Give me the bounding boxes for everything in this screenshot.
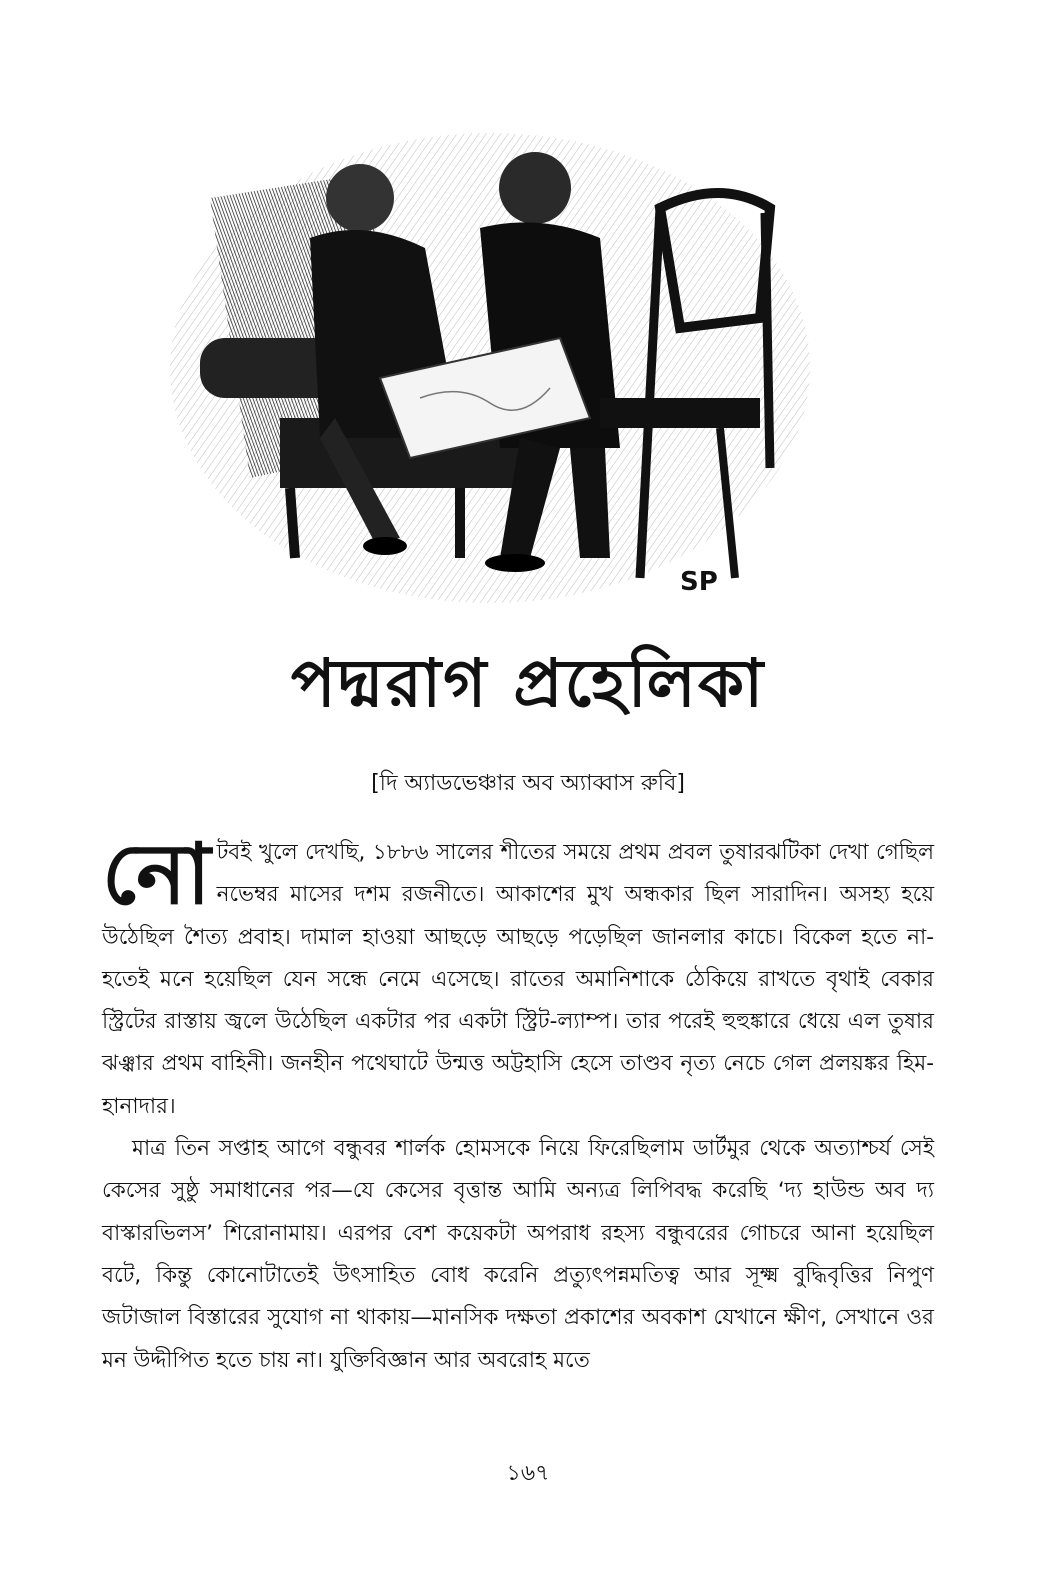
paragraph-2: মাত্র তিন সপ্তাহ আগে বন্ধুবর শার্লক হোমসকে নিয়ে ফিরেছিলাম ডার্টমুর থেকে অত্যাশ্চর্য সেই কেসের সুষ্ঠু সমাধানের পর—যে কেসের বৃত্তান্ত আমি অন্যত্র লিপিবদ্ধ করেছি ‘দ্য হাউন্ড অব দ্য বাস্কারভিলস’ শিরোনামায়। এরপর বেশ কয়েকটা অপরাধ রহস্য বন্ধুবরের গোচরে আনা হয়েছিল বটে, কিন্তু কোনোটাতেই উৎসাহিত বোধ করেনি প্রত্যুৎপন্নমতিত্ব আর সূক্ষ্ম বুদ্ধিবৃত্তির নিপুণ জটাজাল বিস্তারের সুযোগ না থাকায়—মানসিক দক্ষতা প্রকাশের অবকাশ যেখানে ক্ষীণ, সেখানে ওর মন উদ্দীপিত হতে চায় না। যুক্তিবিজ্ঞান আর অবরোহ মতে <box>102 1136 934 1373</box>
paragraph-1-text: টবই খুলে দেখছি, ১৮৮৬ সালের শীতের সময়ে প্রথম প্রবল তুষারঝটিকা দেখা গেছিল নভেম্বর মাসের দশম রজনীতে। আকাশের মুখ অন্ধকার ছিল সারাদিন। অসহ্য হয়ে উঠেছিল শৈত্য প্রবাহ। দামাল হাওয়া আছড়ে আছড়ে পড়েছিল জানলার কাচে। বিকেল হতে না-হতেই মনে হয়েছিল যেন সন্ধে নেমে এসেছে। রাতের অমানিশাকে ঠেকিয়ে রাখতে বৃথাই বেকার স্ট্রিটের রাস্তায় জ্বলে উঠেছিল একটার পর একটা স্ট্রিট-ল্যাম্প। তার পরেই হুহুঙ্কারে ধেয়ে এল তুষার ঝঞ্ঝার প্রথম বাহিনী। জনহীন পথেঘাটে উন্মত্ত অট্টহাসি হেসে তাণ্ডব নৃত্য নেচে গেল প্রলয়ঙ্কর হিম-হানাদার। <box>102 840 934 1119</box>
chapter-subtitle: [দি অ্যাডভেঞ্চার অব অ্যাব্বাস রুবি] <box>371 771 685 796</box>
chapter-title: পদ্মরাগ প্রহেলিকা <box>290 645 766 722</box>
body-text <box>102 825 934 1382</box>
page-number: ১৬৭ <box>506 1461 550 1486</box>
drop-cap: নো <box>102 825 211 923</box>
illustration-signature: SP <box>680 567 718 597</box>
paragraph-1 <box>102 825 934 1128</box>
illustration <box>160 118 820 603</box>
engraving-two-men-examining-paper-icon <box>160 118 820 603</box>
